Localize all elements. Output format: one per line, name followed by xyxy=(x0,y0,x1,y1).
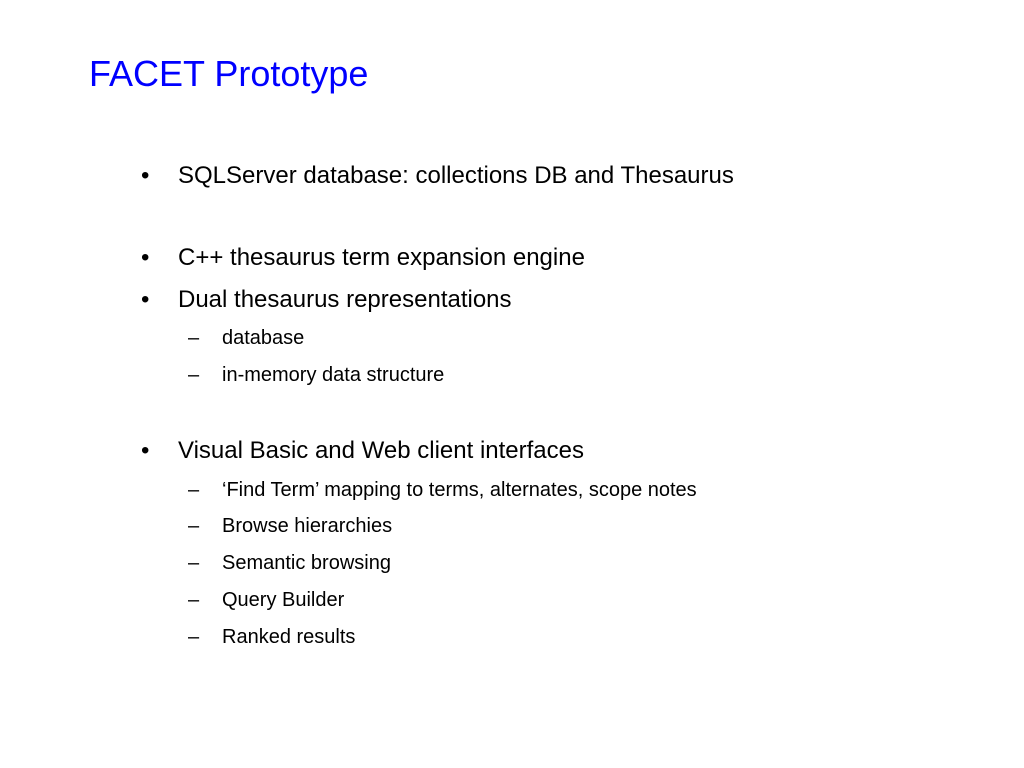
sub-bullet-item xyxy=(188,325,305,351)
sub-bullet-text: database xyxy=(222,327,305,349)
bullet-item xyxy=(141,242,585,274)
bullet-text: Visual Basic and Web client interfaces xyxy=(178,437,584,464)
bullet-marker: • xyxy=(141,244,150,271)
sub-bullet-marker: – xyxy=(188,589,200,611)
slide-title: FACET Prototype xyxy=(89,53,369,94)
sub-bullet-item xyxy=(188,550,391,576)
bullet-text: Dual thesaurus representations xyxy=(178,286,512,313)
sub-bullet-marker: – xyxy=(188,552,200,574)
sub-bullet-marker: – xyxy=(188,327,200,349)
sub-bullet-marker: – xyxy=(188,515,200,537)
sub-bullet-text: Query Builder xyxy=(222,589,345,611)
sub-bullet-text: ‘Find Term’ mapping to terms, alternates, scope notes xyxy=(222,479,697,501)
bullet-marker: • xyxy=(141,437,150,464)
sub-bullet-item xyxy=(188,362,445,388)
sub-bullet-text: in-memory data structure xyxy=(222,364,445,386)
sub-bullet-item xyxy=(188,624,356,650)
sub-bullet-text: Browse hierarchies xyxy=(222,515,393,537)
sub-bullet-text: Semantic browsing xyxy=(222,552,391,574)
sub-bullet-marker: – xyxy=(188,479,200,501)
bullet-item xyxy=(141,160,734,192)
sub-bullet-item xyxy=(188,477,697,503)
bullet-marker: • xyxy=(141,162,150,189)
sub-bullet-text: Ranked results xyxy=(222,626,356,648)
sub-bullet-marker: – xyxy=(188,626,200,648)
bullet-text: SQLServer database: collections DB and Thesaurus xyxy=(178,162,734,189)
sub-bullet-marker: – xyxy=(188,364,200,386)
sub-bullet-item xyxy=(188,513,393,539)
bullet-item xyxy=(141,435,584,467)
bullet-marker: • xyxy=(141,286,150,313)
sub-bullet-item xyxy=(188,587,345,613)
bullet-item xyxy=(141,284,512,316)
bullet-text: C++ thesaurus term expansion engine xyxy=(178,244,585,271)
